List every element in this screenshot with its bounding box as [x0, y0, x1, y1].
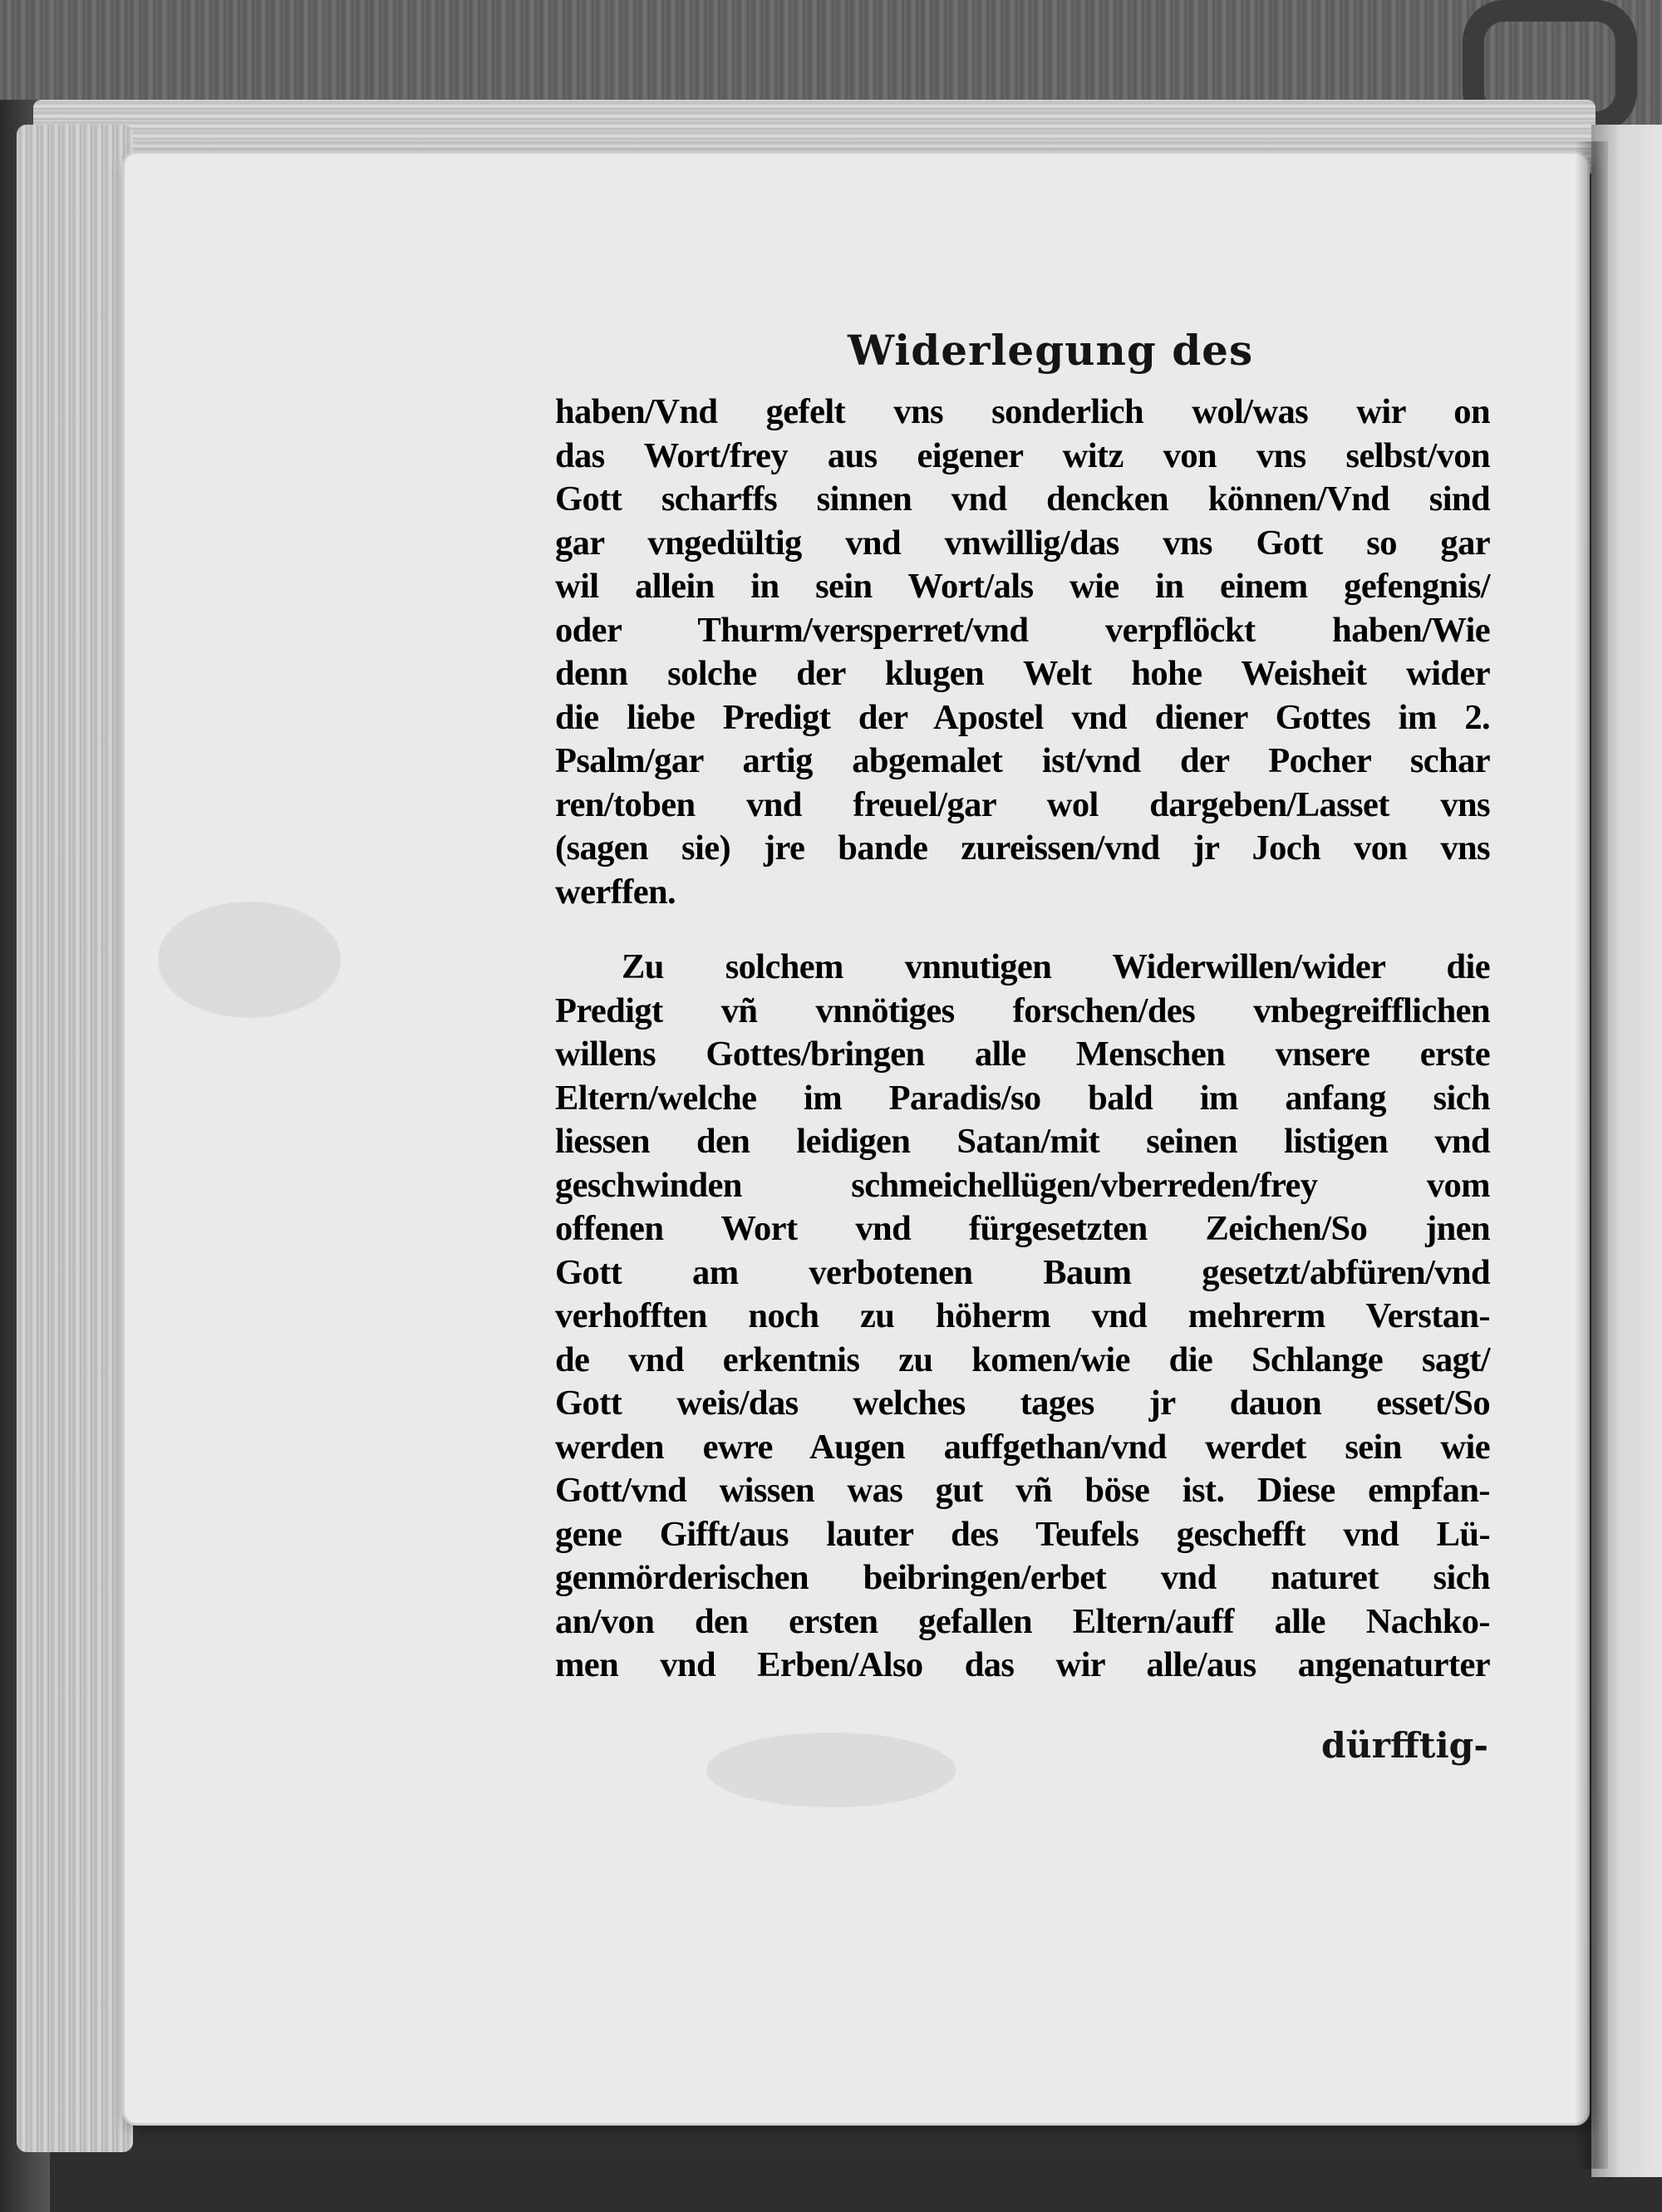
text-line: willens Gottes/bringen alle Menschen vnsere erste [555, 1035, 1490, 1074]
text-line: liessen den leidigen Satan/mit seinen listigen vnd [555, 1122, 1490, 1161]
text-line: Gott/vnd wissen was gut vñ böse ist. Diese empfan- [555, 1471, 1490, 1510]
paper-stain [158, 902, 341, 1018]
text-line: gar vngedültig vnd vnwillig/das vns Gott so gar [555, 523, 1490, 563]
text-line: de vnd erkentnis zu komen/wie die Schlange sagt/ [555, 1339, 1490, 1379]
text-line: Psalm/gar artig abgemalet ist/vnd der Pocher schar [555, 741, 1490, 780]
paragraph-2 [555, 946, 1490, 1688]
text-line: an/von den ersten gefallen Eltern/auff alle Nachko- [555, 1601, 1490, 1641]
text-line: Gott scharffs sinnen vnd dencken können/Vnd sind [555, 479, 1490, 519]
text-line: (sagen sie) jre bande zureissen/vnd jr Joch von vns [555, 828, 1490, 868]
text-line: haben/Vnd gefelt vns sonderlich wol/was wir on [555, 392, 1490, 431]
text-line: genmörderischen beibringen/erbet vnd naturet sich [555, 1558, 1490, 1597]
text-line: die liebe Predigt der Apostel vnd diener Gottes im 2. [555, 697, 1490, 737]
text-line: das Wort/frey aus eigener witz von vns selbst/von [555, 435, 1490, 475]
running-head: Widerlegung des [848, 326, 1254, 375]
text-line: Gott am verbotenen Baum gesetzt/abfüren/vnd [555, 1252, 1490, 1292]
text-line: offenen Wort vnd fürgesetzten Zeichen/So jnen [555, 1209, 1490, 1248]
text-line: Gott weis/das welches tages jr dauon esset/So [555, 1384, 1490, 1423]
text-line: geschwinden schmeichellügen/vberreden/frey vom [555, 1165, 1490, 1205]
gutter-shadow [1575, 141, 1608, 2169]
text-line: Zu solchem vnnutigen Widerwillen/wider die [622, 947, 1490, 986]
text-line: wil allein in sein Wort/als wie in einem gefengnis/ [555, 567, 1490, 606]
text-line: ren/toben vnd freuel/gar wol dargeben/Lasset vns [555, 784, 1490, 824]
text-line: oder Thurm/versperret/vnd verpflöckt haben/Wie [555, 610, 1490, 650]
text-line: denn solche der klugen Welt hohe Weisheit wider [555, 654, 1490, 693]
page-stack-left-edges [17, 125, 133, 2152]
paper-stain [706, 1733, 956, 1807]
text-line: werffen. [555, 872, 676, 912]
text-line: men vnd Erben/Also das wir alle/aus angenaturter [555, 1645, 1490, 1684]
text-line: verhofften noch zu höherm vnd mehrerm Verstan- [555, 1296, 1490, 1335]
text-line: Predigt vñ vnnötiges forschen/des vnbegreifflichen [555, 990, 1490, 1030]
text-line: Eltern/welche im Paradis/so bald im anfang sich [555, 1078, 1490, 1118]
text-line: werden ewre Augen auffgethan/vnd werdet sein wie [555, 1427, 1490, 1467]
paragraph-1 [555, 391, 1490, 914]
catchword: dürfftig- [1321, 1725, 1489, 1767]
text-line: gene Gifft/aus lauter des Teufels geschefft vnd Lü- [555, 1514, 1490, 1554]
